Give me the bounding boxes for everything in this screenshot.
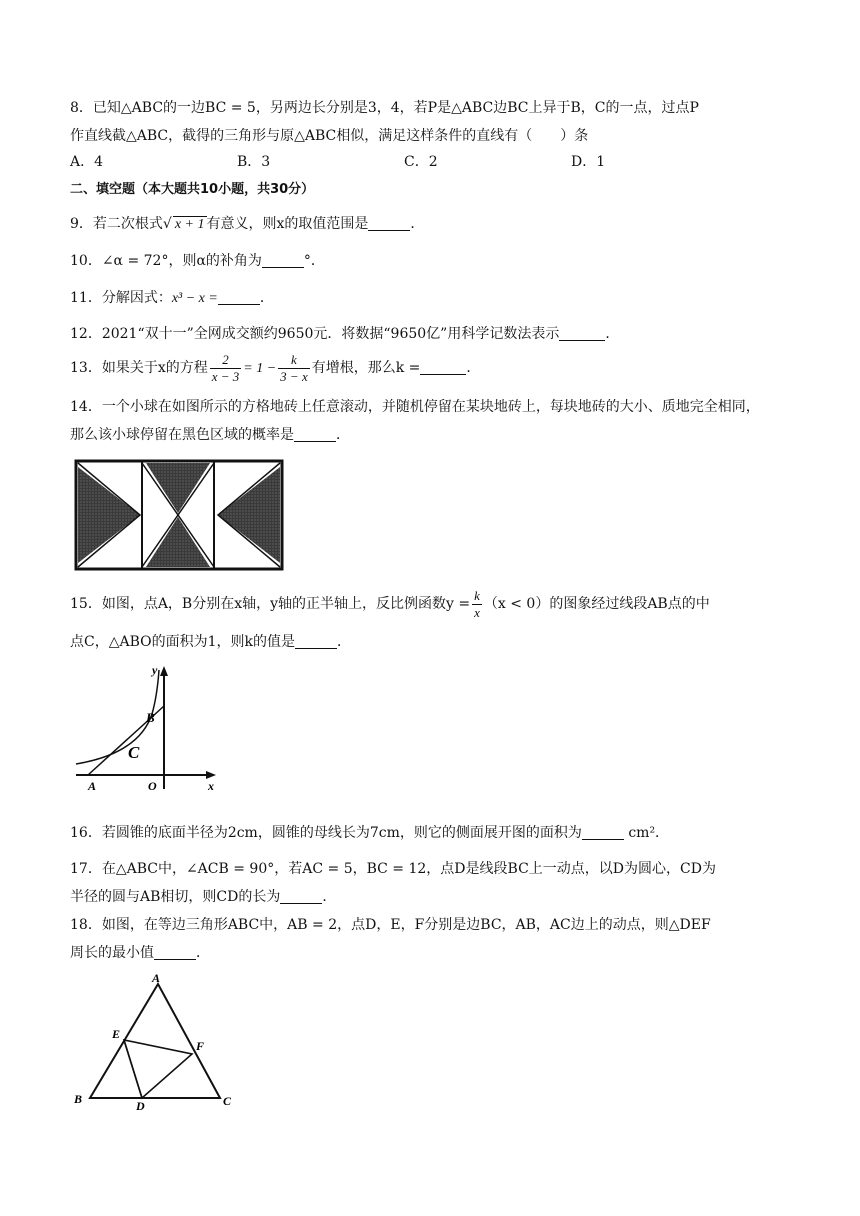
q15-end: ． xyxy=(337,634,352,650)
q12-end: ． xyxy=(605,326,620,342)
q13-f2-denominator: 3 − x xyxy=(280,368,308,384)
q10 xyxy=(70,251,325,271)
q18-line2 xyxy=(70,943,210,963)
q14-answer-blank[interactable] xyxy=(294,427,336,442)
q9-answer-blank[interactable] xyxy=(368,216,410,231)
section-header: 二、填空题（本大题共10小题，共30分） xyxy=(70,182,315,197)
q17-line1: 17．在△ABC中，∠ACB = 90°，若AC = 5，BC = 12，点D是线段BC上一动点，以D为圆心，CD为 xyxy=(70,861,716,877)
q15-numerator: k xyxy=(474,587,480,603)
q14-text: 那么该小球停留在黑色区域的概率是 xyxy=(70,427,294,443)
q13-pre: 13．如果关于x的方程 xyxy=(70,360,208,376)
label-x: x xyxy=(208,779,214,793)
q18-line1: 18．如图，在等边三角形ABC中，AB = 2，点D，E，F分别是边BC，AB，AC边上的动点，则△DEF xyxy=(70,917,711,933)
q16-text: 16．若圆锥的底面半径为2cm，圆锥的母线长为7cm，则它的侧面展开图的面积为 xyxy=(70,825,582,841)
q16 xyxy=(70,823,669,843)
q18-text: 周长的最小值 xyxy=(70,945,154,961)
label-a: A xyxy=(88,779,97,793)
q8-option-c: C．2 xyxy=(404,154,438,170)
label-c: C xyxy=(128,743,140,762)
q13 xyxy=(70,350,480,387)
q15-pre: 15．如图，点A，B分别在x轴，y轴的正半轴上，反比例函数y = xyxy=(70,596,471,612)
q13-f1-denominator: x − 3 xyxy=(211,368,240,384)
q11 xyxy=(70,288,274,309)
q13-f1-numerator: 2 xyxy=(210,352,242,369)
label-f: F xyxy=(196,1039,205,1053)
label-e: E xyxy=(112,1027,121,1041)
q9-end: ． xyxy=(410,216,425,232)
q18-triangle-figure xyxy=(72,970,242,1110)
q14-tile-figure xyxy=(74,459,284,571)
q13-f2-numerator: k xyxy=(278,352,310,369)
q15-line2 xyxy=(70,632,351,652)
q10-end: °． xyxy=(303,253,325,269)
q13-post: 有增根，那么k = xyxy=(311,360,421,376)
label-c: C xyxy=(223,1094,232,1108)
q9 xyxy=(70,214,424,234)
q11-expression: x³ − x = xyxy=(171,291,218,306)
q11-end: ． xyxy=(259,290,274,306)
q8-option-a: A．4 xyxy=(70,154,104,170)
q13-answer-blank[interactable] xyxy=(420,360,466,375)
segment-ed xyxy=(124,1040,142,1098)
label-a: A xyxy=(152,971,161,985)
q9-post: 有意义，则x的取值范围是 xyxy=(206,216,369,232)
q15-fraction xyxy=(472,588,482,621)
q15-graph-figure xyxy=(72,664,222,794)
q8-option-d: D．1 xyxy=(571,154,606,170)
q13-mid: = 1 − xyxy=(243,361,277,376)
q16-unit: cm²． xyxy=(628,825,670,841)
q16-answer-blank[interactable] xyxy=(582,825,624,840)
q14-line2 xyxy=(70,425,350,445)
y-axis-arrow xyxy=(160,666,168,676)
q11-answer-blank[interactable] xyxy=(218,290,260,305)
q17-text: 半径的圆与AB相切，则CD的长为 xyxy=(70,889,281,905)
q15-answer-blank[interactable] xyxy=(295,634,337,649)
q17-end: ． xyxy=(322,889,337,905)
q14-line1: 14．一个小球在如图所示的方格地砖上任意滚动，并随机停留在某块地砖上，每块地砖的大小、质地完全相同， xyxy=(70,399,760,415)
label-d: D xyxy=(136,1099,145,1110)
triangle-def xyxy=(124,1040,192,1098)
q9-radicand: x + 1 xyxy=(174,217,205,232)
q13-end: ． xyxy=(466,360,481,376)
label-b: B xyxy=(74,1092,83,1106)
q13-fraction-2 xyxy=(278,352,310,385)
x-axis-arrow xyxy=(206,771,216,779)
q18-answer-blank[interactable] xyxy=(154,945,196,960)
label-b: B xyxy=(146,710,155,725)
q10-text: 10．∠α = 72°，则α的补角为 xyxy=(70,253,262,269)
q15-line1 xyxy=(70,586,710,622)
q12 xyxy=(70,324,619,344)
q14-end: ． xyxy=(336,427,350,443)
q17-line2 xyxy=(70,887,336,907)
q10-answer-blank[interactable] xyxy=(262,253,304,268)
q9-pre: 9．若二次根式 xyxy=(70,216,163,232)
q17-answer-blank[interactable] xyxy=(280,889,322,904)
q8-line2: 作直线截△ABC，截得的三角形与原△ABC相似，满足这样条件的直线有（ ）条 xyxy=(70,128,589,144)
q8-option-b: B．3 xyxy=(237,154,271,170)
q12-answer-blank[interactable] xyxy=(559,326,605,341)
q18-end: ． xyxy=(196,945,210,961)
q15-post: （x < 0）的图象经过线段AB点的中 xyxy=(483,596,710,612)
label-o: O xyxy=(148,779,157,793)
q8-line1: 8．已知△ABC的一边BC = 5，另两边长分别是3，4，若P是△ABC边BC上异于B，C的一点，过点P xyxy=(70,100,699,116)
q15-text: 点C，△ABO的面积为1，则k的值是 xyxy=(70,634,296,650)
q13-fraction-1 xyxy=(210,352,242,385)
q11-pre: 11．分解因式： xyxy=(70,290,172,306)
q12-text: 12．2021“双十一”全网成交额约9650元．将数据“9650亿”用科学记数法表示 xyxy=(70,326,560,342)
label-y: y xyxy=(152,664,158,677)
q15-denominator: x xyxy=(474,604,480,620)
sqrt-symbol: √ xyxy=(162,216,172,232)
